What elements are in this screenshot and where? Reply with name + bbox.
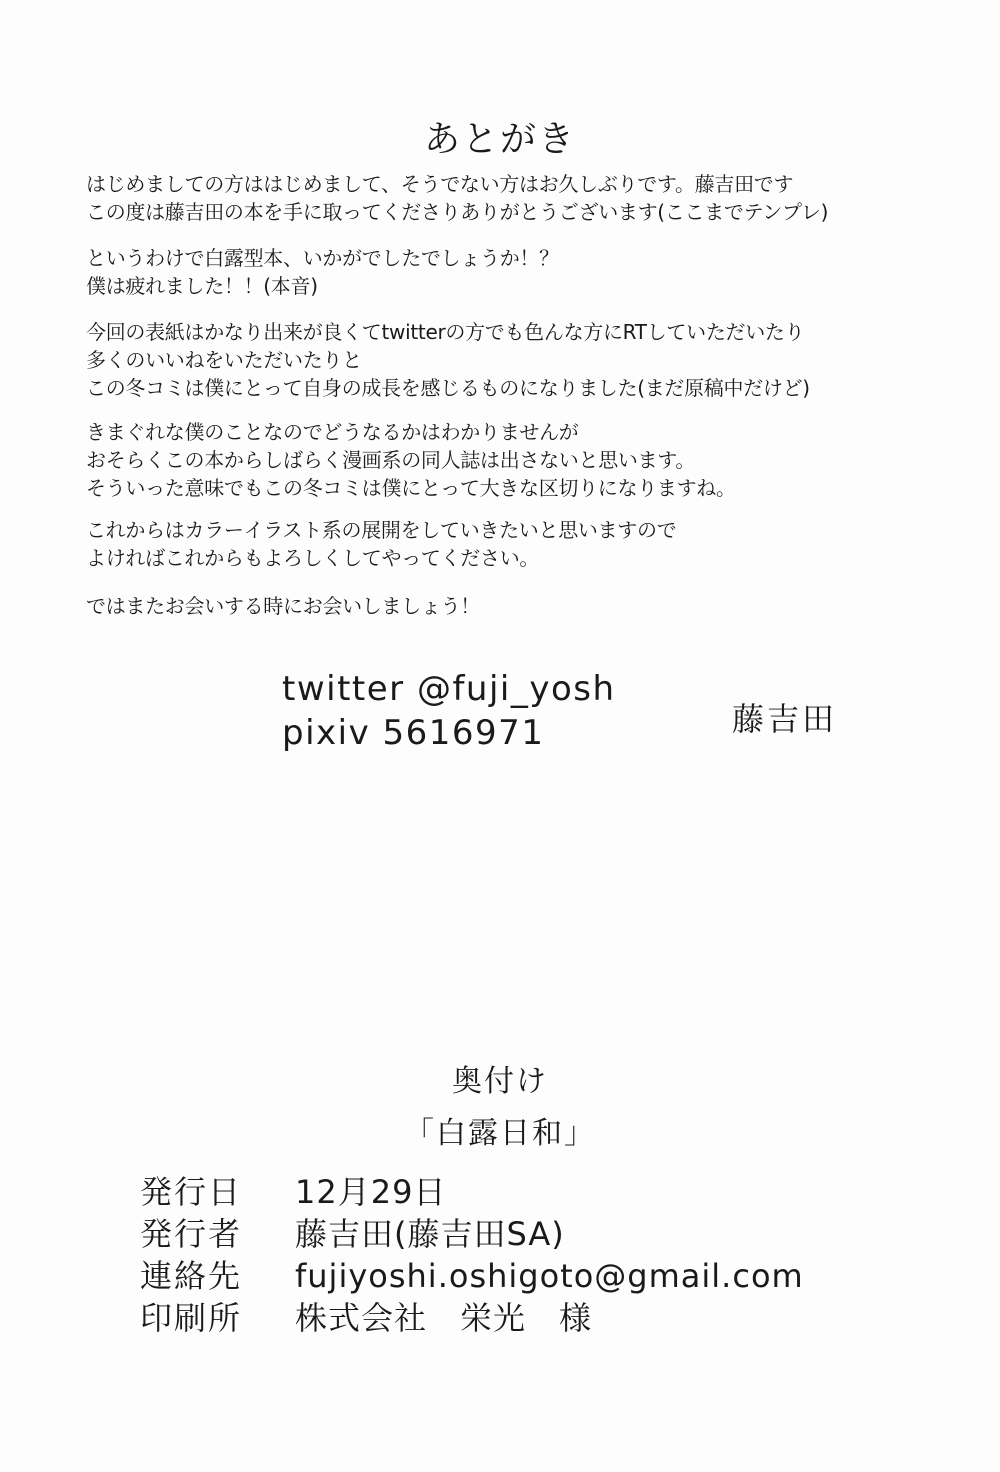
text-line: この度は藤吉田の本を手に取ってくださりありがとうございます(ここまでテンプレ) <box>86 200 829 224</box>
colophon-row-publisher <box>140 1212 565 1256</box>
text-line: 多くのいいねをいただいたりと <box>86 348 362 372</box>
paragraph-greeting <box>86 170 946 226</box>
text-line: きまぐれな僕のことなのでどうなるかはわかりませんが <box>86 420 579 444</box>
colophon-row-printer <box>140 1296 592 1340</box>
paragraph-impression <box>86 244 946 300</box>
paragraph-future <box>86 418 946 502</box>
colophon-value: 株式会社 栄光 様 <box>295 1299 593 1337</box>
colophon-row-date <box>140 1170 446 1214</box>
text-line: おそらくこの本からしばらく漫画系の同人誌は出さないと思います。 <box>86 448 696 472</box>
text-line: というわけで白露型本、いかがでしたでしょうか！？ <box>86 246 559 270</box>
colophon-heading: 奥付け <box>452 1064 548 1099</box>
text-line: よければこれからもよろしくしてやってください。 <box>86 546 540 570</box>
colophon-value: fujiyoshi.oshigoto@gmail.com <box>295 1257 804 1295</box>
book-title: 「白露日和」 <box>404 1116 596 1151</box>
colophon-label: 発行者 <box>140 1215 243 1253</box>
colophon-row-contact <box>140 1254 804 1298</box>
paragraph-cover <box>86 318 946 402</box>
afterword-title: あとがき <box>423 119 576 160</box>
text-line: ではまたお会いする時にお会いしましょう！ <box>86 594 480 618</box>
colophon-value: 藤吉田(藤吉田SA) <box>295 1215 565 1253</box>
pixiv-id: pixiv 5616971 <box>282 713 545 753</box>
text-line: 僕は疲れました！！(本音) <box>86 274 318 298</box>
text-line: 今回の表紙はかなり出来が良くてtwitterの方でも色んな方にRTしていただいたり <box>86 320 805 344</box>
author-signature: 藤吉田 <box>732 700 838 738</box>
text-line: これからはカラーイラスト系の展開をしていきたいと思いますので <box>86 518 677 542</box>
paragraph-plans <box>86 516 946 572</box>
text-line: はじめましての方ははじめまして、そうでない方はお久しぶりです。藤吉田です <box>86 172 794 196</box>
paragraph-closing <box>86 592 946 620</box>
colophon-label: 発行日 <box>140 1173 243 1211</box>
colophon-label: 連絡先 <box>140 1257 243 1295</box>
colophon-label: 印刷所 <box>140 1299 243 1337</box>
text-line: そういった意味でもこの冬コミは僕にとって大きな区切りになりますね。 <box>86 476 736 500</box>
twitter-handle: twitter @fuji_yosh <box>282 669 616 709</box>
text-line: この冬コミは僕にとって自身の成長を感じるものになりました(まだ原稿中だけど) <box>86 376 810 400</box>
colophon-value: 12月29日 <box>295 1173 447 1211</box>
